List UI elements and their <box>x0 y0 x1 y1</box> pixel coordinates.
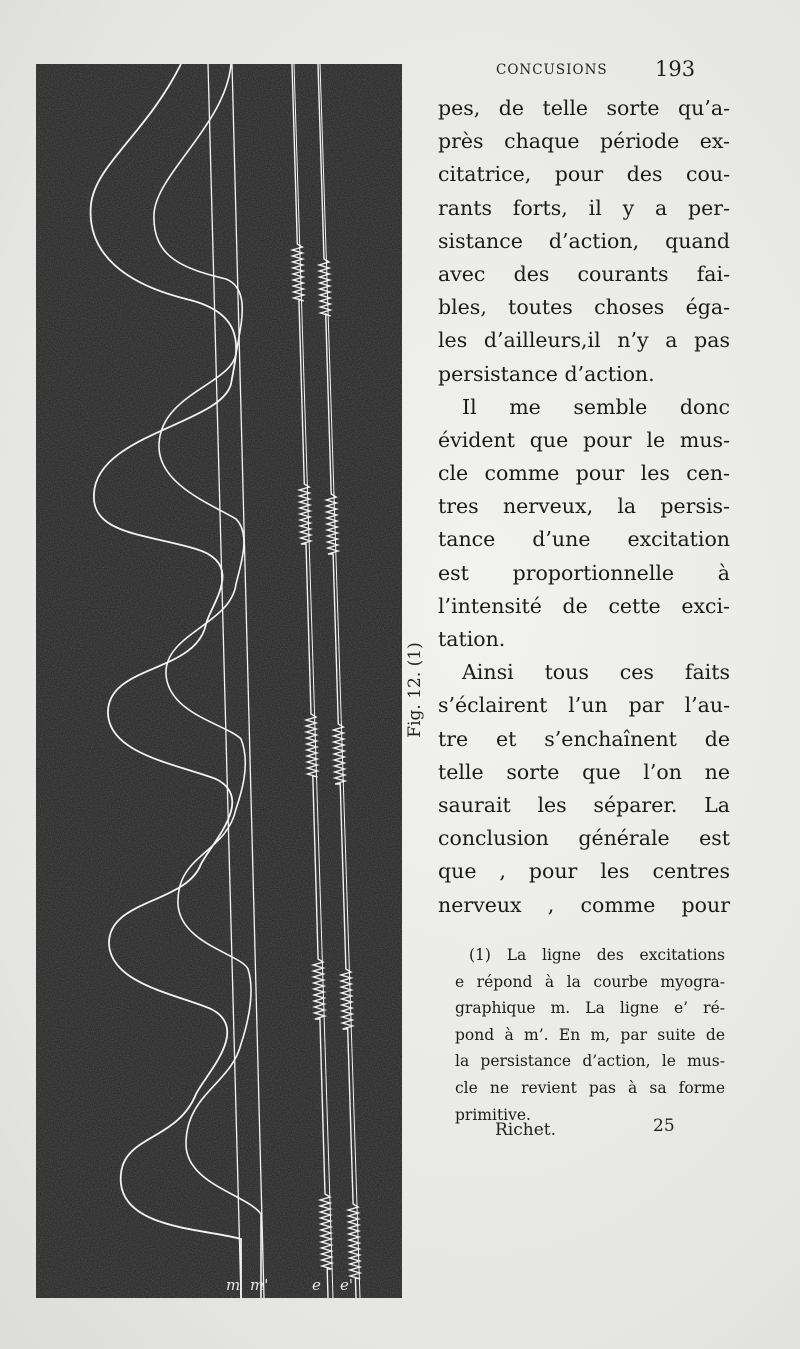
figure-caption-box <box>395 640 435 740</box>
body-line: saurait les séparer. La <box>438 792 730 817</box>
footnote-line: la persistance d’action, le mus- <box>455 1052 725 1071</box>
body-line: tation. <box>438 627 506 651</box>
body-line: rants forts, il y a per- <box>438 195 730 220</box>
body-line: s’éclairent l’un par l’au- <box>438 693 730 718</box>
footnote-line: cle ne revient pas à sa forme <box>455 1078 725 1097</box>
body-line: persistance d’action. <box>438 361 655 386</box>
footnote-line: (1) La ligne des excitations <box>469 946 725 964</box>
signature-author: Richet. <box>495 1120 557 1140</box>
body-line: pes, de telle sorte qu’a- <box>438 96 730 120</box>
myograph-figure <box>36 64 402 1298</box>
body-line: Il me semble donc <box>462 394 730 419</box>
figure-caption: Fig. 12. (1) <box>405 642 425 738</box>
body-line: telle sorte que l’on ne <box>438 759 730 784</box>
trace-label-m: m <box>226 1276 241 1294</box>
body-line: cle comme pour les cen- <box>438 461 730 486</box>
footnote-line: e répond à la courbe myogra- <box>455 972 725 991</box>
signature-number: 25 <box>653 1116 675 1136</box>
body-line: tance d’une excitation <box>438 527 730 552</box>
trace-label-e-prime: e' <box>340 1276 354 1294</box>
body-line: près chaque période ex- <box>438 129 730 154</box>
body-line: tre et s’enchaînent de <box>438 726 730 751</box>
body-line: avec des courants fai- <box>438 261 730 286</box>
body-line: sistance d’action, quand <box>438 228 730 253</box>
body-text <box>438 92 730 922</box>
trace-label-m-prime: m' <box>250 1276 269 1294</box>
body-line: bles, toutes choses éga- <box>438 295 730 320</box>
body-line: nerveux , comme pour <box>438 892 730 917</box>
body-line: conclusion générale est <box>438 826 730 851</box>
page-number: 193 <box>655 57 696 81</box>
body-line: évident que pour le mus- <box>438 427 730 452</box>
plate-grain <box>36 64 402 1298</box>
footnote-line: graphique m. La ligne e’ ré- <box>455 999 725 1018</box>
body-line: l’intensité de cette exci- <box>438 593 730 618</box>
body-line: citatrice, pour des cou- <box>438 162 730 187</box>
footnote-line: primitive. <box>455 1105 531 1124</box>
body-line: que , pour les centres <box>438 859 730 884</box>
trace-label-e: e <box>312 1276 321 1294</box>
footnote-line: pond à m’. En m, par suite de <box>455 1025 725 1044</box>
running-head: CONCUSIONS <box>496 62 608 78</box>
body-line: est proportionnelle à <box>438 560 730 585</box>
body-line: tres nerveux, la persis- <box>438 494 730 519</box>
body-line: Ainsi tous ces faits <box>462 660 730 685</box>
footnote <box>455 942 725 1128</box>
body-line: les d’ailleurs,il n’y a pas <box>438 328 730 353</box>
myograph-traces <box>36 64 402 1298</box>
